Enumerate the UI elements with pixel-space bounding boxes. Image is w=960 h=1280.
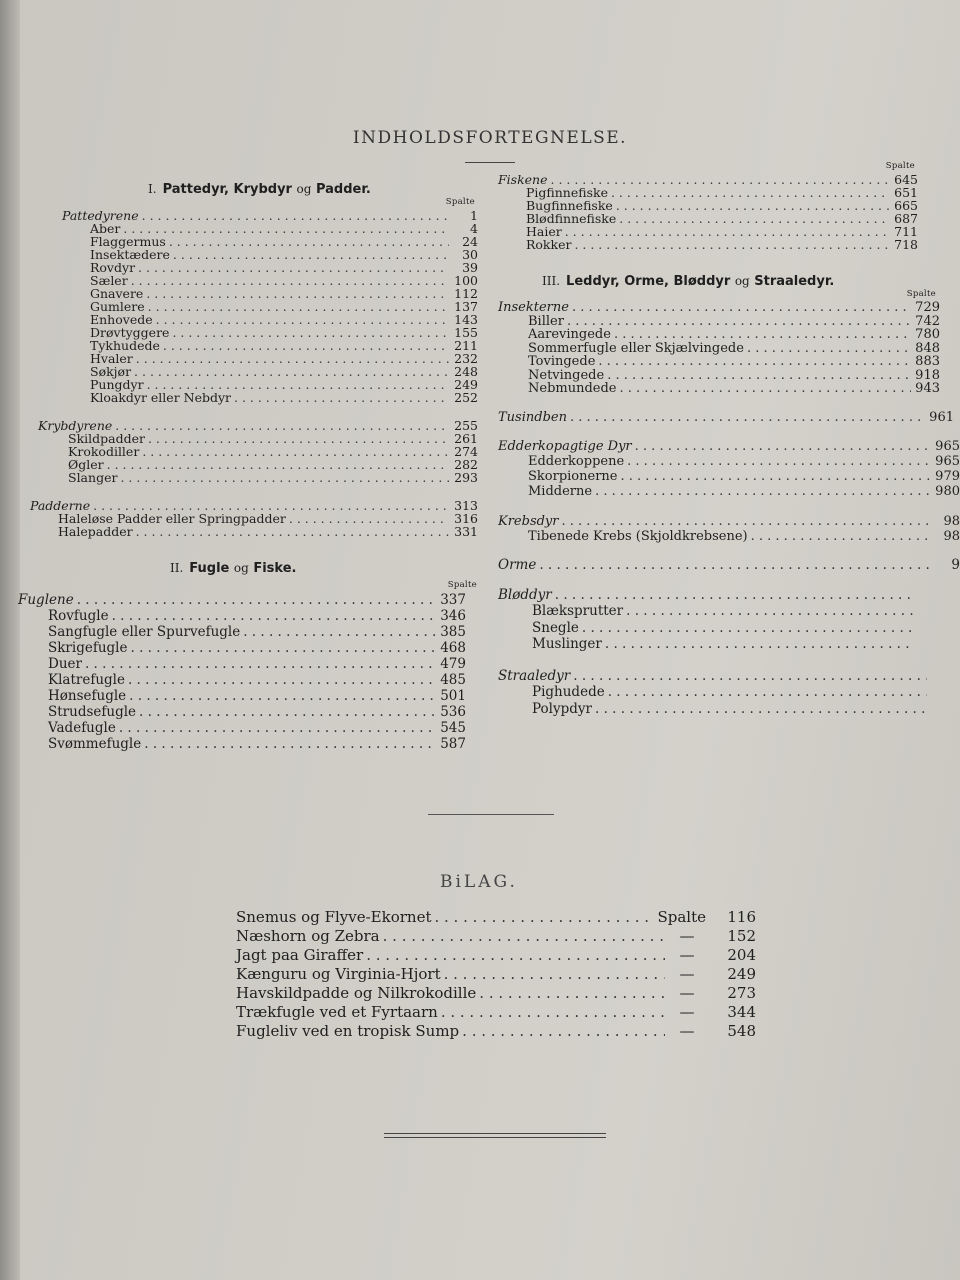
bilag-entry-label: Snemus og Flyve-Ekornet	[236, 908, 432, 926]
group-krybdyr	[30, 419, 478, 484]
toc-entry-label: Øgler	[68, 457, 104, 472]
page-title: INDHOLDSFORTEGNELSE.	[352, 128, 628, 148]
toc-page-number: 687	[894, 211, 918, 226]
leader-dots	[128, 672, 437, 688]
bilag-entry-marker: —	[679, 984, 695, 1002]
toc-group-label: Orme	[498, 556, 537, 573]
group-edderkop	[498, 439, 960, 499]
bilag-list	[236, 908, 756, 1041]
toc-entry-label: Muslinger	[532, 636, 602, 652]
toc-entry-label: Biller	[528, 313, 564, 329]
leader-dots	[620, 469, 931, 484]
leader-dots	[383, 927, 665, 946]
leader-dots	[616, 199, 889, 212]
toc-page-number: 536	[440, 704, 466, 720]
leader-dots	[129, 688, 437, 704]
toc-page-number: 883	[915, 354, 940, 369]
leader-dots	[539, 559, 931, 572]
toc-entry-label: Skrigefugle	[48, 640, 128, 656]
toc-entry	[18, 592, 466, 608]
toc-entry	[498, 454, 960, 469]
toc-page-number: 137	[454, 299, 478, 314]
toc-entry-label: Skorpionerne	[528, 468, 618, 484]
toc-entry-label: Vadefugle	[48, 720, 116, 736]
toc-page-number: 943	[915, 381, 940, 396]
toc-page-number: 313	[454, 498, 478, 513]
left-column	[18, 182, 478, 752]
section-3-title-a: Leddyr, Orme, Bløddyr	[566, 274, 731, 289]
section-2-numeral: II.	[170, 561, 184, 575]
toc-entry-label: Svømmefugle	[48, 736, 142, 752]
bilag-page-number: 152	[727, 927, 756, 945]
toc-page-number: 1	[470, 208, 478, 223]
toc-entry	[498, 484, 960, 499]
bilag-entry	[236, 965, 756, 984]
toc-page-number: 780	[915, 327, 940, 342]
leader-dots	[611, 186, 889, 199]
section-1-title-b: Padder.	[315, 182, 371, 197]
leader-dots	[115, 419, 449, 432]
toc-entry	[498, 701, 956, 718]
leader-dots	[366, 946, 665, 965]
section-1-title-a: Pattedyr, Krybdyr	[162, 182, 292, 197]
bilag-entry	[236, 984, 756, 1003]
bilag-entry	[236, 908, 756, 927]
toc-page-number: 729	[915, 300, 940, 315]
leader-dots	[434, 908, 650, 927]
toc-page-number: 98	[943, 528, 960, 544]
toc-entry	[18, 688, 466, 704]
toc-entry-label: Drøvtyggere	[90, 325, 170, 340]
bilag-entry-marker: —	[679, 965, 695, 983]
toc-page-number: 249	[454, 377, 478, 392]
spalte-label-3: Spalte	[885, 161, 915, 171]
toc-entry-label: Pungdyr	[90, 377, 144, 392]
toc-entry	[30, 525, 478, 538]
leader-dots	[626, 603, 915, 620]
toc-entry-label: Halepadder	[58, 524, 133, 539]
toc-entry	[498, 369, 940, 383]
toc-page-number: 711	[894, 224, 918, 239]
toc-page-number: 24	[462, 234, 478, 249]
toc-entry-label: Tovingede	[528, 354, 596, 369]
toc-entry-label: Aarevingede	[528, 327, 611, 342]
toc-entry	[498, 668, 956, 685]
leader-dots	[747, 342, 911, 356]
toc-page-number: 587	[440, 736, 466, 752]
leader-dots	[479, 984, 665, 1003]
bilag-entry-marker: —	[679, 1003, 695, 1021]
leader-dots	[234, 391, 449, 404]
toc-page-number: 98	[943, 513, 960, 529]
toc-entry	[38, 471, 478, 484]
toc-group-label: Pattedyrene	[62, 208, 139, 223]
leader-dots	[608, 684, 927, 701]
bilag-title: BiLAG.	[440, 872, 518, 892]
toc-entry	[498, 684, 956, 701]
leader-dots	[156, 313, 449, 326]
bilag-page-number: 249	[727, 965, 756, 983]
leader-dots	[751, 529, 931, 544]
toc-page-number: 645	[894, 172, 918, 187]
toc-entry-label: Aber	[90, 221, 121, 236]
toc-group-label: Insekterne	[498, 300, 569, 315]
bilag-page-number: 116	[727, 908, 756, 926]
bilag-entry	[236, 1003, 756, 1022]
toc-entry	[18, 656, 466, 672]
toc-page-number: 961	[929, 409, 954, 425]
toc-entry-label: Rokker	[526, 237, 572, 252]
leader-dots	[627, 454, 931, 469]
bilag-entry	[236, 927, 756, 946]
bilag-entry	[236, 946, 756, 965]
toc-page-number: 385	[440, 624, 466, 640]
toc-page-number: 39	[462, 260, 478, 275]
toc-group-label: Straaledyr	[498, 667, 571, 684]
leader-dots	[144, 736, 437, 752]
toc-entry	[498, 238, 918, 251]
toc-entry-label: Strudsefugle	[48, 704, 137, 720]
toc-entry-label: Pighudede	[532, 684, 605, 700]
bilag-entry-label: Trækfugle ved et Fyrtaarn	[236, 1003, 438, 1021]
group-pattedyr	[30, 209, 478, 404]
toc-group-label: Edderkopagtige Dyr	[498, 438, 632, 454]
leader-dots	[620, 382, 912, 396]
toc-page-number: 211	[454, 338, 478, 353]
toc-entry	[18, 624, 466, 640]
toc-page-number: 155	[454, 325, 478, 340]
toc-page-number: 293	[454, 470, 478, 485]
leader-dots	[77, 592, 437, 608]
page-binding-shadow	[0, 0, 20, 1280]
toc-entry	[18, 640, 466, 656]
group-fugle	[18, 592, 466, 752]
toc-entry-label: Netvingede	[528, 367, 605, 383]
bottom-rule-top	[384, 1133, 606, 1134]
leader-dots	[614, 328, 911, 342]
toc-entry-label: Skildpadder	[68, 431, 145, 446]
leader-dots	[120, 471, 449, 484]
bilag-entry-label: Fugleliv ved en tropisk Sump	[236, 1022, 460, 1040]
toc-entry-label: Pigfinnefiske	[526, 185, 608, 200]
leader-dots	[619, 212, 889, 225]
toc-entry	[498, 382, 940, 396]
divider-rule	[428, 814, 554, 815]
leader-dots	[572, 301, 911, 315]
toc-group-label: Fiskene	[498, 172, 548, 187]
toc-entry-label: Tibenede Krebs (Skjoldkrebsene)	[528, 528, 748, 544]
toc-page-number: 316	[454, 511, 478, 526]
toc-page-number: 980	[935, 483, 960, 499]
bilag-entry-marker: Spalte	[657, 908, 706, 926]
toc-page-number: 485	[440, 672, 466, 688]
right-column	[498, 160, 960, 717]
group-padder	[30, 499, 478, 538]
leader-dots	[112, 608, 437, 624]
leader-dots	[123, 222, 449, 235]
toc-entry	[18, 736, 466, 752]
toc-page-number: 965	[935, 453, 960, 469]
leader-dots	[107, 458, 449, 471]
bilag-page-number: 548	[727, 1022, 756, 1040]
toc-entry	[498, 315, 940, 329]
leader-dots	[139, 704, 437, 720]
toc-entry-label: Bugfinnefiske	[526, 198, 613, 213]
section-3-numeral: III.	[542, 274, 561, 288]
toc-entry-label: Enhovede	[90, 312, 153, 327]
toc-entry	[498, 603, 944, 620]
toc-page-number: 501	[440, 688, 466, 704]
toc-entry-label: Rovfugle	[48, 608, 109, 624]
leader-dots	[148, 432, 449, 445]
toc-entry-label: Midderne	[528, 483, 593, 499]
leader-dots	[130, 640, 437, 656]
leader-dots	[136, 352, 449, 365]
toc-page-number: 665	[894, 198, 918, 213]
bilag-page-number: 273	[727, 984, 756, 1002]
toc-entry-label: Sangfugle eller Spurvefugle	[48, 624, 241, 640]
leader-dots	[146, 287, 449, 300]
leader-dots	[119, 720, 437, 736]
toc-entry	[498, 328, 940, 342]
toc-page-number: 9	[951, 556, 960, 573]
toc-group-label: Fuglene	[18, 592, 74, 608]
bilag-entry	[236, 1022, 756, 1041]
toc-entry	[18, 704, 466, 720]
leader-dots	[441, 1003, 665, 1022]
group-bloddyr	[498, 587, 944, 653]
toc-entry	[498, 439, 960, 454]
toc-entry	[498, 636, 944, 653]
toc-page-number: 282	[454, 457, 478, 472]
toc-page-number: 979	[935, 468, 960, 484]
bilag-entry-marker: —	[679, 927, 695, 945]
toc-entry-label: Rovdyr	[90, 260, 136, 275]
group-tusindben	[498, 411, 954, 424]
group-krebs	[498, 514, 960, 544]
toc-group-label: Padderne	[30, 498, 91, 513]
bilag-entry-label: Havskildpadde og Nilkrokodille	[236, 984, 477, 1002]
leader-dots	[573, 668, 927, 685]
section-1-og: og	[296, 182, 312, 196]
toc-entry	[498, 514, 960, 529]
toc-entry-label: Snegle	[532, 619, 579, 636]
leader-dots	[635, 439, 931, 454]
leader-dots	[289, 512, 449, 525]
bilag-entry-marker: —	[679, 1022, 695, 1040]
toc-entry	[38, 445, 478, 458]
leader-dots	[605, 636, 915, 653]
leader-dots	[595, 701, 927, 718]
bottom-rule-bottom	[384, 1137, 606, 1138]
toc-entry-label: Blæksprutter	[532, 603, 624, 619]
toc-page-number: 255	[454, 418, 478, 433]
leader-dots	[142, 445, 449, 458]
leader-dots	[148, 300, 449, 313]
leader-dots	[163, 339, 449, 352]
toc-entry-label: Nebmundede	[528, 381, 617, 396]
toc-group-label: Bløddyr	[498, 586, 552, 603]
toc-entry	[18, 672, 466, 688]
leader-dots	[173, 248, 449, 261]
toc-page-number: 30	[462, 247, 478, 262]
toc-entry-label: Klatrefugle	[48, 672, 125, 688]
toc-page-number: 261	[454, 431, 478, 446]
toc-page-number: 331	[454, 524, 478, 539]
toc-entry-label: Slanger	[68, 470, 118, 485]
leader-dots	[565, 225, 889, 238]
group-fiske	[498, 173, 918, 251]
toc-page-number: 718	[894, 237, 918, 252]
toc-entry-label: Blødfinnefiske	[526, 211, 617, 226]
toc-entry-label: Krokodiller	[68, 444, 140, 459]
section-2-heading	[30, 562, 478, 575]
toc-entry-label: Tykhudede	[90, 338, 160, 353]
toc-entry	[498, 587, 944, 604]
leader-dots	[142, 209, 449, 222]
toc-page-number: 337	[440, 592, 466, 608]
leader-dots	[243, 624, 437, 640]
toc-entry	[498, 529, 960, 544]
leader-dots	[131, 274, 449, 287]
group-straaledyr	[498, 668, 956, 718]
toc-page-number: 274	[454, 444, 478, 459]
section-3-title-b: Straaledyr.	[754, 274, 835, 289]
leader-dots	[169, 235, 449, 248]
leader-dots	[595, 484, 931, 499]
bilag-page-number: 204	[727, 946, 756, 964]
leader-dots	[582, 620, 915, 637]
toc-page-number: 112	[454, 286, 478, 301]
toc-entry	[498, 620, 944, 637]
toc-entry	[18, 720, 466, 736]
bilag-page-number: 344	[727, 1003, 756, 1021]
toc-entry	[498, 556, 960, 573]
toc-entry	[498, 411, 954, 424]
leader-dots	[172, 326, 449, 339]
toc-entry-label: Sæler	[90, 273, 128, 288]
toc-entry-label: Kloakdyr eller Nebdyr	[90, 390, 232, 405]
bilag-entry-label: Jagt paa Giraffer	[236, 946, 364, 964]
toc-entry	[498, 355, 940, 369]
leader-dots	[570, 411, 925, 424]
toc-entry-label: Gumlere	[90, 299, 145, 314]
toc-page-number: 143	[454, 312, 478, 327]
section-2-title-a: Fugle	[189, 561, 230, 576]
leader-dots	[607, 369, 911, 383]
section-3-heading	[498, 275, 960, 288]
section-1-numeral: I.	[148, 182, 157, 196]
bilag-entry-label: Næshorn og Zebra	[236, 927, 380, 945]
toc-entry-label: Søkjør	[90, 364, 132, 379]
toc-entry-label: Haier	[526, 224, 562, 239]
leader-dots	[444, 965, 665, 984]
leader-dots	[138, 261, 449, 274]
section-2-title-b: Fiske.	[253, 561, 297, 576]
toc-page-number: 232	[454, 351, 478, 366]
spalte-label-4: Spalte	[906, 289, 936, 299]
section-2-og: og	[233, 561, 249, 575]
toc-entry-label: Hønsefugle	[48, 688, 127, 704]
leader-dots	[134, 365, 449, 378]
toc-entry-label: Sommerfugle eller Skjælvingede	[528, 340, 744, 356]
toc-page-number: 918	[915, 367, 940, 383]
toc-entry	[498, 342, 940, 356]
leader-dots	[462, 1022, 665, 1041]
toc-page-number: 742	[915, 313, 940, 329]
spalte-label-2: Spalte	[447, 580, 477, 590]
toc-page-number: 4	[470, 221, 478, 236]
group-insekter	[498, 301, 940, 396]
toc-page-number: 545	[440, 720, 466, 736]
toc-page-number: 248	[454, 364, 478, 379]
bilag-entry-marker: —	[679, 946, 695, 964]
toc-entry	[62, 391, 478, 404]
toc-group-label: Tusindben	[498, 409, 567, 425]
toc-entry	[18, 608, 466, 624]
toc-entry-label: Insektædere	[90, 247, 170, 262]
section-1-heading	[30, 183, 478, 196]
toc-entry	[62, 209, 478, 222]
toc-group-label: Krebsdyr	[498, 513, 559, 529]
toc-entry	[498, 301, 940, 315]
leader-dots	[574, 238, 889, 251]
group-orme	[498, 556, 960, 573]
toc-page-number: 479	[440, 656, 466, 672]
toc-page-number: 346	[440, 608, 466, 624]
toc-page-number: 848	[915, 340, 940, 356]
leader-dots	[562, 514, 932, 529]
leader-dots	[567, 315, 911, 329]
toc-page-number: 965	[935, 438, 960, 454]
toc-page-number: 651	[894, 185, 918, 200]
toc-entry-label: Polypdyr	[532, 700, 592, 717]
toc-page-number: 468	[440, 640, 466, 656]
leader-dots	[136, 525, 449, 538]
toc-entry-label: Haleløse Padder eller Springpadder	[58, 511, 286, 526]
toc-entry-label: Hvaler	[90, 351, 133, 366]
section-3-og: og	[734, 274, 750, 288]
toc-entry	[498, 469, 960, 484]
toc-page-number: 100	[454, 273, 478, 288]
leader-dots	[598, 355, 911, 369]
toc-group-label: Krybdyrene	[38, 418, 113, 433]
toc-entry-label: Gnavere	[90, 286, 144, 301]
leader-dots	[555, 587, 915, 604]
spalte-label: Spalte	[445, 197, 475, 207]
toc-page-number: 252	[454, 390, 478, 405]
leader-dots	[85, 656, 437, 672]
toc-entry-label: Flaggermus	[90, 234, 166, 249]
toc-entry-label: Edderkoppene	[528, 453, 625, 469]
toc-entry-label: Duer	[48, 656, 82, 672]
bilag-entry-label: Kænguru og Virginia-Hjort	[236, 965, 441, 983]
